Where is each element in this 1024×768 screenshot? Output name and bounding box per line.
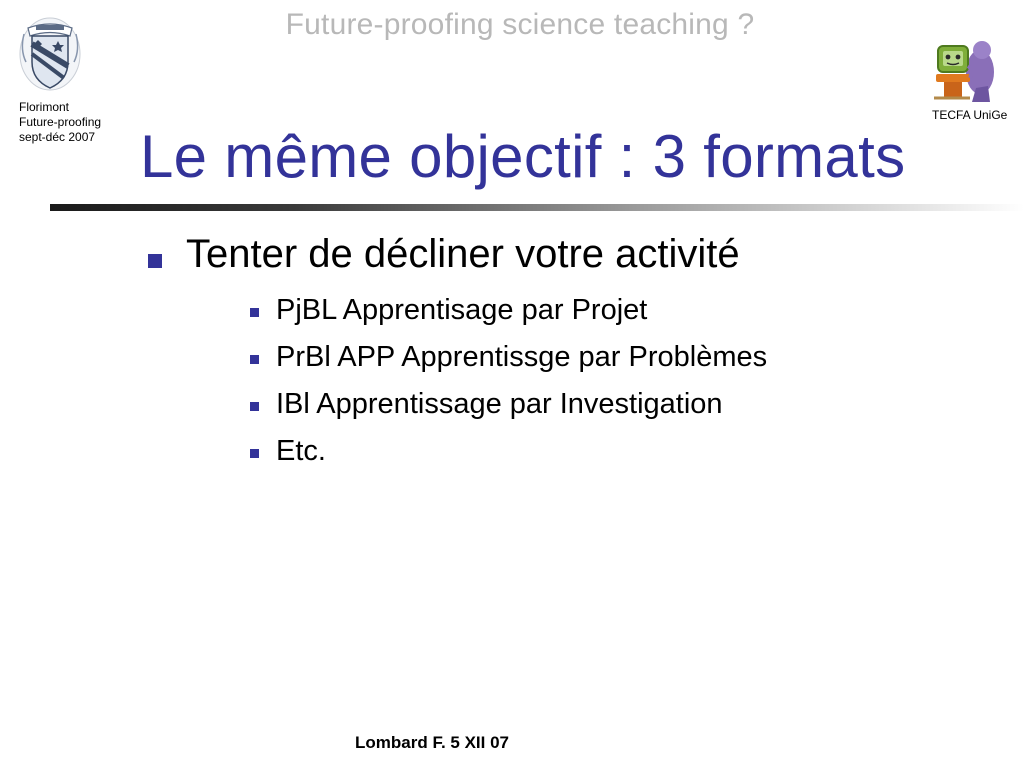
tecfa-mascot-icon — [930, 36, 1000, 104]
left-org-line: Florimont — [19, 100, 70, 114]
florimont-crest-icon — [14, 14, 86, 94]
left-org-text — [19, 100, 101, 145]
bullet-text: PrBl APP Apprentissge par Problèmes — [276, 341, 768, 373]
bullet-square-icon — [250, 308, 259, 317]
left-org-line: sept-déc 2007 — [19, 130, 96, 144]
right-org-text: TECFA UniGe — [932, 108, 1008, 122]
bullet-square-icon — [250, 355, 259, 364]
slide-footer: Lombard F. 5 XII 07 — [355, 733, 509, 752]
bullet-square-icon — [250, 402, 259, 411]
title-divider — [50, 204, 1024, 211]
bullet-text: PjBL Apprentisage par Projet — [276, 294, 648, 326]
bullet-square-icon — [148, 254, 162, 268]
running-title: Future-proofing science teaching ? — [285, 8, 755, 41]
bullet-square-icon — [250, 449, 259, 458]
bullet-text: IBl Apprentissage par Investigation — [276, 388, 723, 420]
bullet-text: Tenter de décliner votre activité — [186, 232, 740, 276]
slide-title: Le même objectif : 3 formats — [140, 123, 906, 190]
left-org-line: Future-proofing — [19, 115, 102, 129]
bullet-text: Etc. — [276, 435, 326, 467]
